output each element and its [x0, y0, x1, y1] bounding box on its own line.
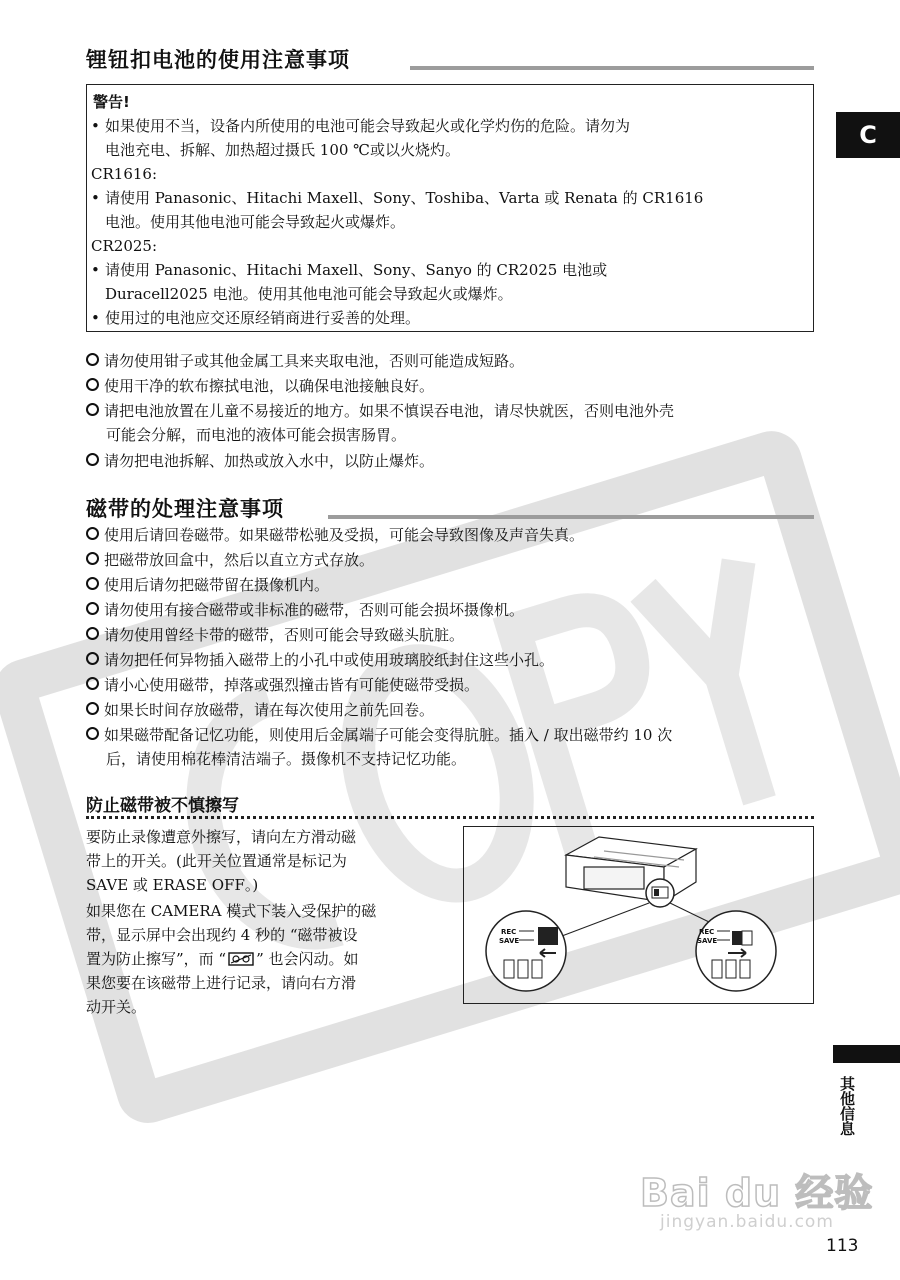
- warning-line: 电池。使用其他电池可能会导致起火或爆炸。: [105, 213, 406, 231]
- circle-bullet-icon: [86, 527, 99, 540]
- section-title-battery: 锂钮扣电池的使用注意事项: [86, 48, 350, 72]
- list-item: 如果长时间存放磁带，请在每次使用之前先回卷。: [86, 699, 434, 721]
- switch-rec-closeup: [696, 911, 776, 991]
- rec-label: REC: [501, 928, 517, 936]
- circle-bullet-icon: [86, 702, 99, 715]
- circle-bullet-icon: [86, 727, 99, 740]
- cassette-illustration: [464, 827, 812, 1002]
- site-url: jingyan.baidu.com: [660, 1212, 834, 1232]
- side-bar: [833, 1045, 900, 1063]
- baidu-logo: Bai du 经验: [640, 1171, 874, 1215]
- switch-save-closeup: [486, 911, 566, 991]
- cr2025-label: CR2025:: [91, 237, 157, 255]
- list-item: 请勿使用钳子或其他金属工具来夹取电池，否则可能造成短路。: [86, 350, 524, 372]
- list-item: 请勿把任何异物插入磁带上的小孔中或使用玻璃胶纸封住这些小孔。: [86, 649, 554, 671]
- save-label: SAVE: [499, 937, 520, 945]
- title-rule: [410, 66, 814, 70]
- circle-bullet-icon: [86, 403, 99, 416]
- list-item: 请勿使用曾经卡带的磁带，否则可能会导致磁头肮脏。: [86, 624, 464, 646]
- warning-heading: 警告!: [93, 93, 130, 111]
- warning-box: [86, 84, 814, 332]
- warning-line: • 如果使用不当，设备内所使用的电池可能会导致起火或化学灼伤的危险。请勿为: [91, 117, 631, 135]
- list-item: 把磁带放回盒中，然后以直立方式存放。: [86, 549, 374, 571]
- paragraph-line: 带上的开关。(此开关位置通常是标记为: [86, 852, 347, 870]
- zoom-indicator-icon: [646, 879, 674, 907]
- paragraph-line: 带，显示屏中会出现约 4 秒的 “磁带被设: [86, 926, 358, 944]
- circle-bullet-icon: [86, 602, 99, 615]
- list-item: 请小心使用磁带，掉落或强烈撞击皆有可能使磁带受损。: [86, 674, 479, 696]
- tape-switch-figure: [463, 826, 814, 1004]
- list-item: 请勿使用有接合磁带或非标准的磁带，否则可能会损坏摄像机。: [86, 599, 524, 621]
- warning-line: • 请使用 Panasonic、Hitachi Maxell、Sony、Toshiba、Varta 或 Renata 的 CR1616: [91, 189, 704, 207]
- circle-bullet-icon: [86, 353, 99, 366]
- list-item-continued: 可能会分解，而电池的液体可能会损害肠胃。: [106, 426, 407, 444]
- list-item: 使用干净的软布擦拭电池，以确保电池接触良好。: [86, 375, 434, 397]
- list-item: 如果磁带配备记忆功能，则使用后金属端子可能会变得肮脏。插入 / 取出磁带约 10 次: [86, 724, 672, 746]
- rec-label: REC: [699, 928, 715, 936]
- paragraph-line: 动开关。: [86, 998, 147, 1016]
- subsection-title-erase-protect: 防止磁带被不慎擦写: [86, 796, 239, 816]
- circle-bullet-icon: [86, 652, 99, 665]
- save-label: SAVE: [697, 937, 718, 945]
- paragraph-line: 要防止录像遭意外擦写，请向左方滑动磁: [86, 828, 357, 846]
- circle-bullet-icon: [86, 378, 99, 391]
- section-title-tape: 磁带的处理注意事项: [86, 497, 284, 521]
- chapter-label: 其他信息: [838, 1076, 856, 1136]
- warning-line: Duracell2025 电池。使用其他电池可能会导致起火或爆炸。: [105, 285, 513, 303]
- paragraph-line: 如果您在 CAMERA 模式下装入受保护的磁: [86, 902, 377, 920]
- title-rule: [328, 515, 814, 519]
- circle-bullet-icon: [86, 627, 99, 640]
- paragraph-line: 果您要在该磁带上进行记录，请向右方滑: [86, 974, 357, 992]
- circle-bullet-icon: [86, 677, 99, 690]
- tape-protect-icon: [228, 951, 254, 967]
- paragraph-line: 置为防止擦写”，而 “ ” 也会闪动。如: [86, 950, 359, 968]
- list-item: 使用后请回卷磁带。如果磁带松驰及受损，可能会导致图像及声音失真。: [86, 524, 584, 546]
- warning-line: • 使用过的电池应交还原经销商进行妥善的处理。: [91, 309, 421, 327]
- circle-bullet-icon: [86, 577, 99, 590]
- dotted-rule: [86, 816, 814, 819]
- chapter-tab: C: [836, 112, 900, 158]
- circle-bullet-icon: [86, 552, 99, 565]
- cr1616-label: CR1616:: [91, 165, 157, 183]
- list-item: 使用后请勿把磁带留在摄像机内。: [86, 574, 329, 596]
- list-item: 请把电池放置在儿童不易接近的地方。如果不慎误吞电池，请尽快就医，否则电池外壳: [86, 400, 674, 422]
- cassette-icon: [566, 837, 696, 902]
- circle-bullet-icon: [86, 453, 99, 466]
- list-item: 请勿把电池拆解、加热或放入水中，以防止爆炸。: [86, 450, 434, 472]
- paragraph-line: SAVE 或 ERASE OFF。): [86, 876, 259, 894]
- warning-line: 电池充电、拆解、加热超过摄氏 100 ℃或以火烧灼。: [105, 141, 460, 159]
- warning-line: • 请使用 Panasonic、Hitachi Maxell、Sony、Sanyo 的 CR2025 电池或: [91, 261, 608, 279]
- page-number: 113: [826, 1236, 859, 1256]
- list-item-continued: 后，请使用棉花棒清洁端子。摄像机不支持记忆功能。: [106, 750, 467, 768]
